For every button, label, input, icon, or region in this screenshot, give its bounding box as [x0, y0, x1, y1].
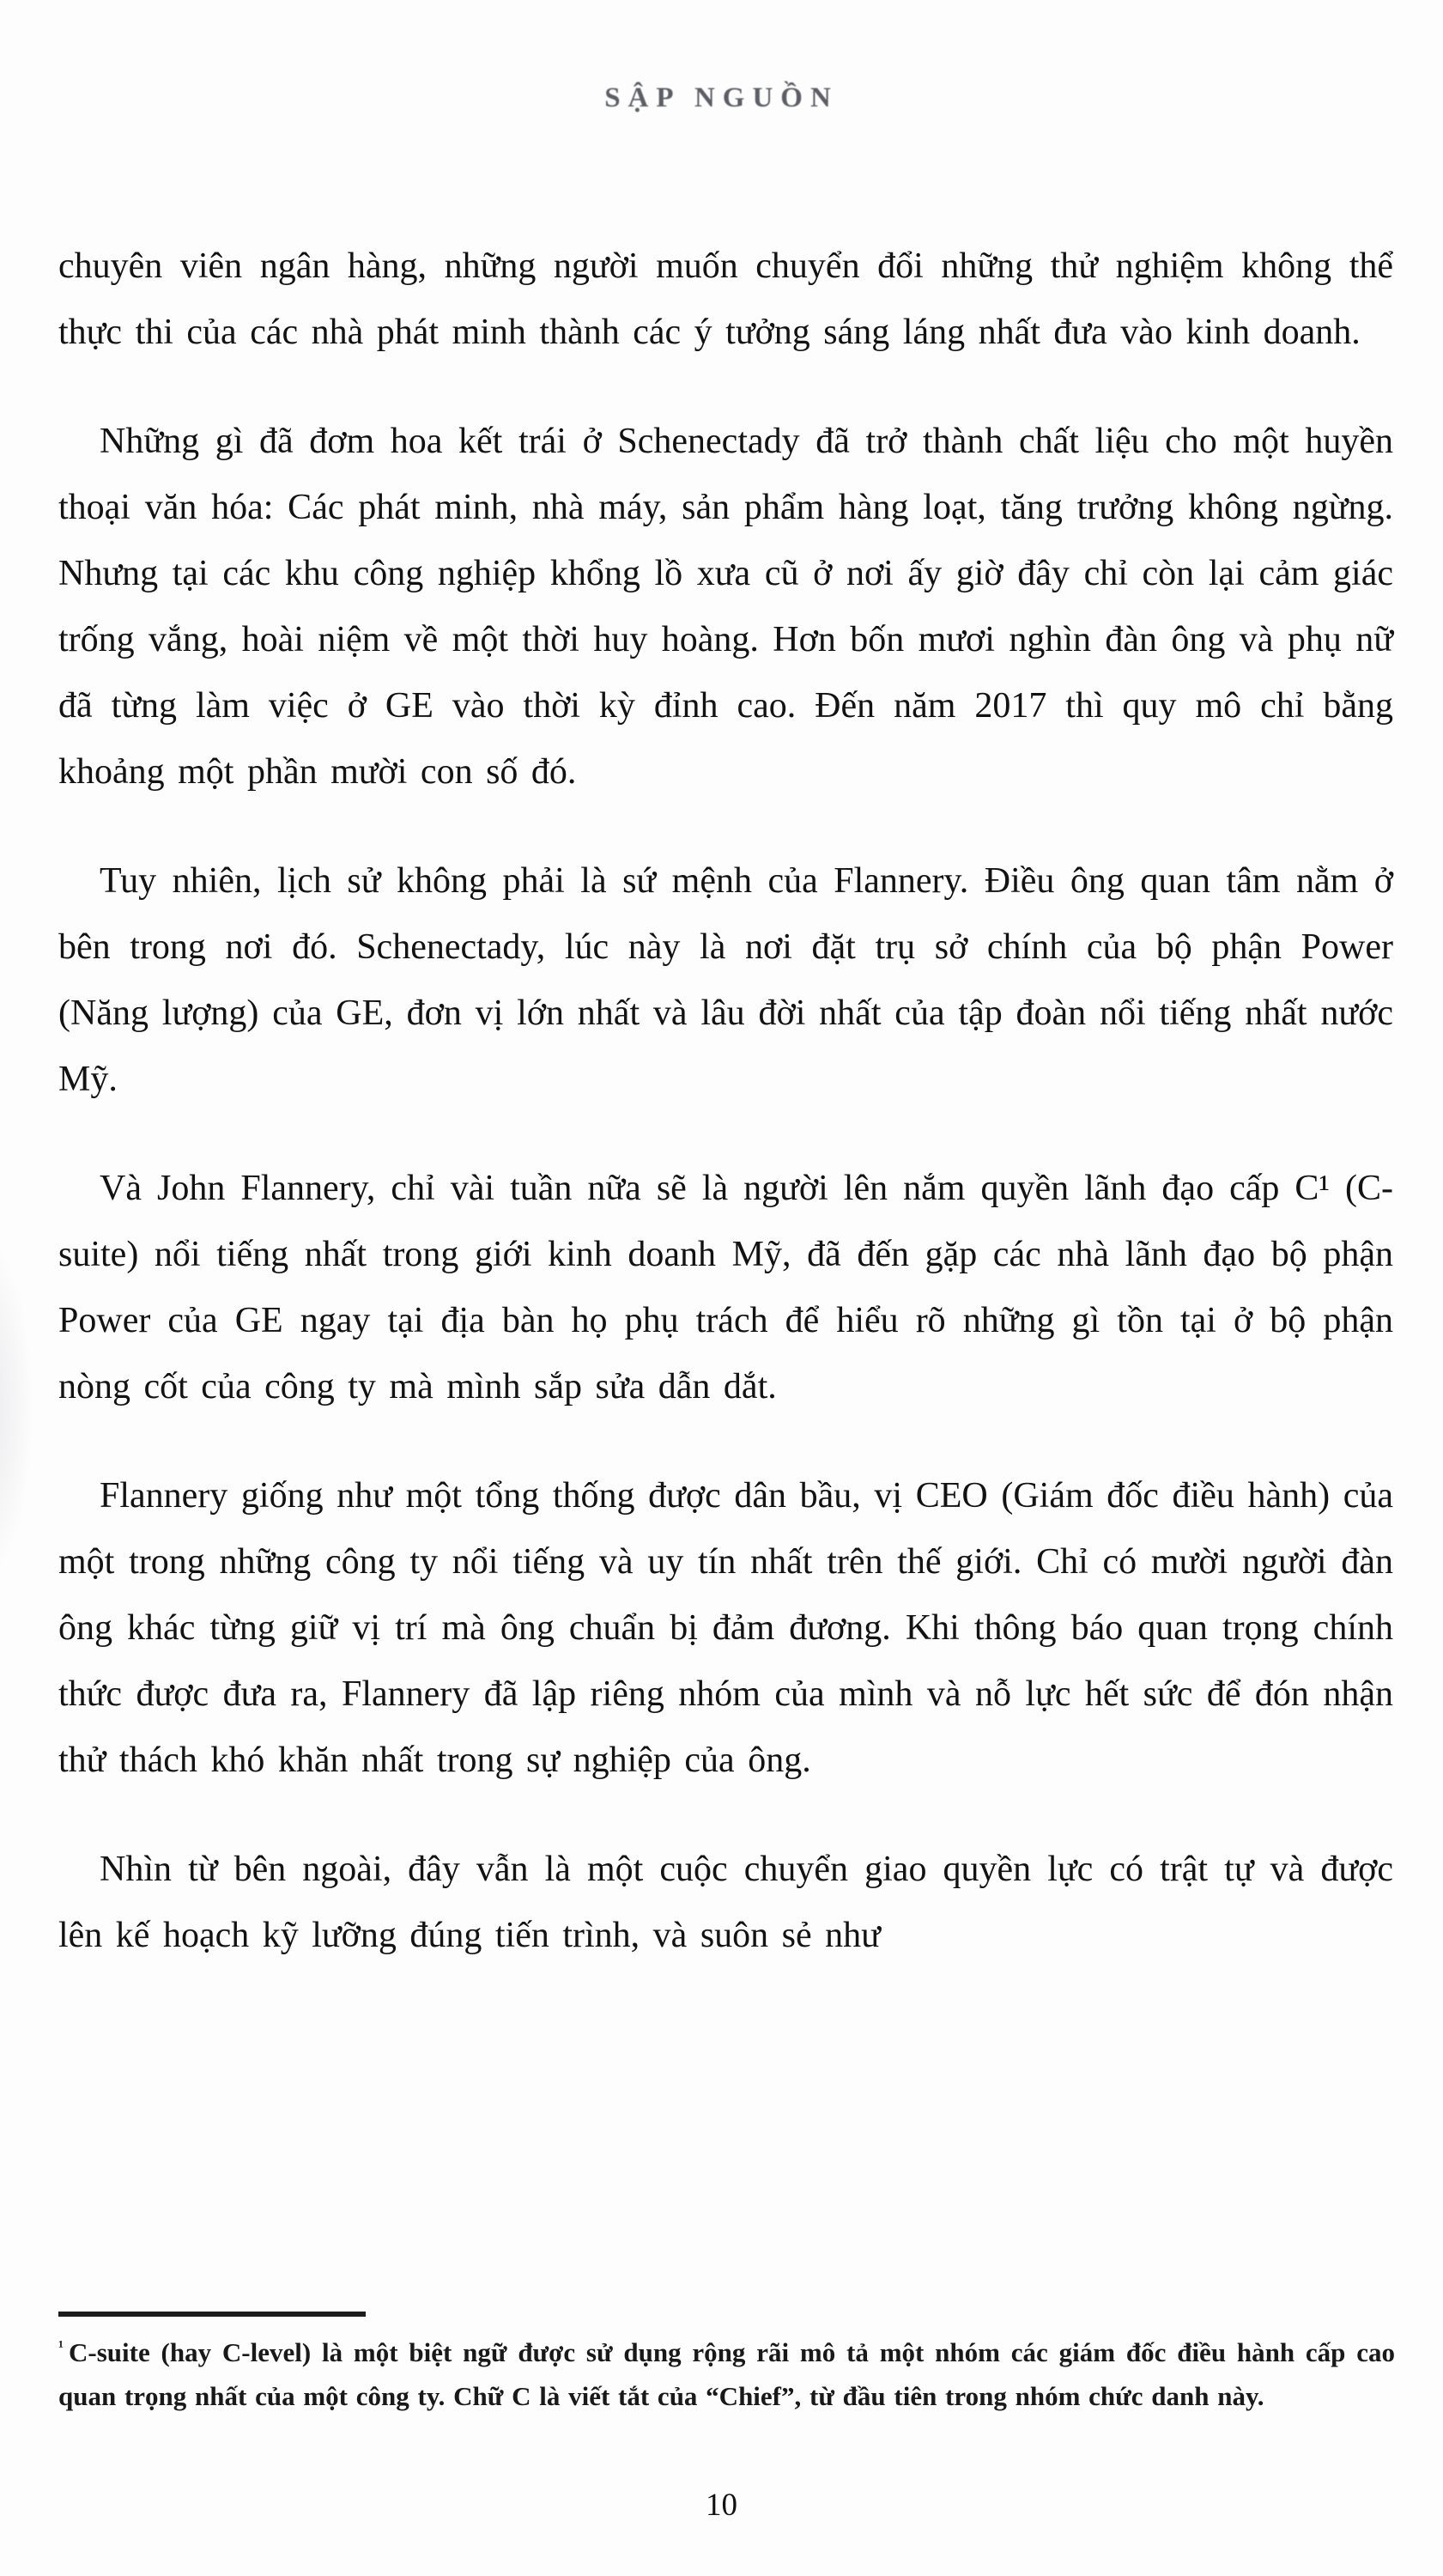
page-edge-shadow — [0, 1228, 34, 1589]
page-number: 10 — [706, 2488, 737, 2523]
paragraph: Flannery giống như một tổng thống được dân bầu, vị CEO (Giám đốc điều hành) của một trong những công ty nổi tiếng và uy tín nhất trên thế giới. Chỉ có mười người đàn ông khác từng giữ vị trí mà ông chuẩn bị đảm đương. Khi thông báo quan trọng chính thức được đưa ra, Flannery đã lập riêng nhóm của mình và nỗ lực hết sức để đón nhận thử thách khó khăn nhất trong sự nghiệp của ông. — [58, 1476, 1393, 1780]
footnote-body: C-suite (hay C-level) là một biệt ngữ được sử dụng rộng rãi mô tả một nhóm các giám đốc điều hành cấp cao quan trọng nhất của một công ty. Chữ C là viết tắt của “Chief”, từ đầu tiên trong nhóm chức danh này. — [58, 2337, 1395, 2411]
running-header: SẬP NGUỒN — [604, 82, 839, 113]
paragraph: Tuy nhiên, lịch sử không phải là sứ mệnh của Flannery. Điều ông quan tâm nằm ở bên trong nơi đó. Schenectady, lúc này là nơi đặt trụ sở chính của bộ phận Power (Năng lượng) của GE, đơn vị lớn nhất và lâu đời nhất của tập đoàn nổi tiếng nhất nước Mỹ. — [58, 861, 1393, 1099]
footnote-text — [58, 2330, 1395, 2418]
paragraph: Nhìn từ bên ngoài, đây vẫn là một cuộc chuyển giao quyền lực có trật tự và được lên kế hoạch kỹ lưỡng đúng tiến trình, và suôn sẻ như — [58, 1850, 1393, 1955]
paragraph: Và John Flannery, chỉ vài tuần nữa sẽ là người lên nắm quyền lãnh đạo cấp C¹ (C-suite) nổi tiếng nhất trong giới kinh doanh Mỹ, đã đến gặp các nhà lãnh đạo bộ phận Power của GE ngay tại địa bàn họ phụ trách để hiểu rõ những gì tồn tại ở bộ phận nòng cốt của công ty mà mình sắp sửa dẫn dắt. — [58, 1169, 1393, 1406]
paragraph: Những gì đã đơm hoa kết trái ở Schenectady đã trở thành chất liệu cho một huyền thoại văn hóa: Các phát minh, nhà máy, sản phẩm hàng loạt, tăng trưởng không ngừng. Nhưng tại các khu công nghiệp khổng lồ xưa cũ ở nơi ấy giờ đây chỉ còn lại cảm giác trống vắng, hoài niệm về một thời huy hoàng. Hơn bốn mươi nghìn đàn ông và phụ nữ đã từng làm việc ở GE vào thời kỳ đỉnh cao. Đến năm 2017 thì quy mô chỉ bằng khoảng một phần mười con số đó. — [58, 422, 1393, 792]
paragraph: chuyên viên ngân hàng, những người muốn chuyển đổi những thử nghiệm không thể thực thi của các nhà phát minh thành các ý tưởng sáng láng nhất đưa vào kinh doanh. — [58, 246, 1393, 352]
footnote-separator-rule — [58, 2312, 366, 2317]
footnote — [58, 2312, 1395, 2418]
body-text — [58, 234, 1393, 2012]
footnote-marker: ¹ — [58, 2336, 64, 2356]
